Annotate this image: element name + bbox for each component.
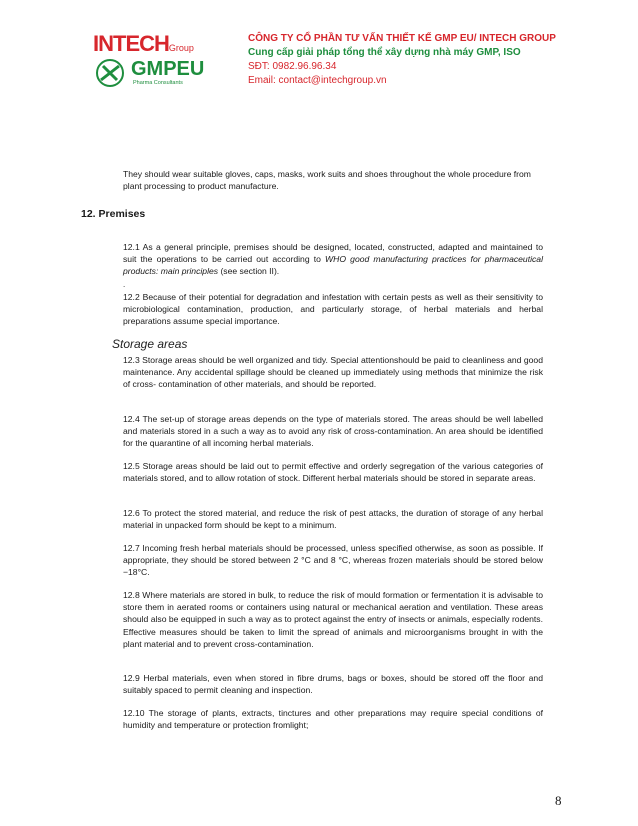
paragraph-12-3: 12.3 Storage areas should be well organized and tidy. Special attentionshould be paid to cleanliness and good maintenance. Any accidental spillage should be cleaned up immediately using methods that minimize the risk of cross- contamination of other materials, and should be reported.	[123, 355, 543, 390]
gmpeu-logo	[93, 58, 205, 88]
intech-logo	[93, 31, 194, 57]
intech-logo-text: INTECH	[93, 31, 169, 56]
company-info	[248, 32, 556, 88]
intech-logo-group: Group	[168, 43, 194, 53]
paragraph-12-9: 12.9 Herbal materials, even when stored in fibre drums, bags or boxes, should be stored off the floor and suitably spaced to permit cleaning and inspection.	[123, 673, 543, 696]
paragraph-12-1-end: (see section II).	[218, 266, 280, 277]
gmpeu-leaf-icon	[93, 58, 127, 88]
page-header	[0, 0, 638, 110]
storage-areas-heading: Storage areas	[112, 337, 188, 351]
gmpeu-logo-subtitle: Pharma Consultants	[133, 80, 183, 86]
paragraph-12-10: 12.10 The storage of plants, extracts, tinctures and other preparations may require special conditions of humidity and temperature or protection fromlight;	[123, 708, 543, 731]
paragraph-12-4: 12.4 The set-up of storage areas depends on the type of materials stored. The areas should be well labelled and materials stored in a such a way as to avoid any risk of cross-contamination. An area should be identified for the quarantine of all incoming herbal materials.	[123, 414, 543, 449]
paragraph-12-8: 12.8 Where materials are stored in bulk, to reduce the risk of mould formation or fermentation it is advisable to store them in aerated rooms or containers using natural or mechanical aeration and ventilation. These areas should also be equipped in such a way as to protect against the entry of insects or animals, especially rodents. Effective measures should be taken to limit the spread of animals and microorganisms brought in with the plant material and to prevent cross-contamination.	[123, 590, 543, 649]
paragraph-12-5: 12.5 Storage areas should be laid out to permit effective and orderly segregation of the various categories of materials stored, and to allow rotation of stock. Different herbal materials should be stored in separate areas.	[123, 461, 543, 484]
company-phone: SĐT: 0982.96.96.34	[248, 61, 337, 72]
company-email: Email: contact@intechgroup.vn	[248, 75, 387, 86]
page-number: 8	[555, 793, 562, 808]
section-heading: 12. Premises	[81, 208, 146, 220]
stray-dot: .	[123, 280, 126, 289]
paragraph-12-1-italic: WHO good manufacturing practices for pharmaceutical products: main principles	[123, 254, 543, 277]
company-tagline: Cung cấp giải pháp tổng thể xây dựng nhà máy GMP, ISO	[248, 47, 521, 58]
intro-paragraph: They should wear suitable gloves, caps, masks, work suits and shoes throughout the whole procedure from plant processing to product manufacture.	[123, 169, 531, 192]
company-name: CÔNG TY CỔ PHẦN TƯ VẤN THIẾT KẾ GMP EU/ INTECH GROUP	[248, 33, 556, 44]
paragraph-12-1-text: 12.1 As a general principle, premises should be designed, located, constructed, adapted and maintained to suit the operations to be carried out according to	[123, 242, 543, 265]
paragraph-12-7: 12.7 Incoming fresh herbal materials should be processed, unless specified otherwise, as soon as possible. If appropriate, they should be stored between 2 °C and 8 °C, whereas frozen materials should be stored below −18°C.	[123, 543, 543, 578]
paragraph-12-1	[123, 241, 543, 278]
paragraph-12-2: 12.2 Because of their potential for degradation and infestation with certain pests as well as their sensitivity to microbiological contamination, production, and particularly storage, of herbal materials and herbal preparations assume special importance.	[123, 292, 543, 327]
paragraph-12-6: 12.6 To protect the stored material, and reduce the risk of pest attacks, the duration of storage of any herbal material in unpacked form should be kept to a minimum.	[123, 508, 543, 531]
gmpeu-logo-text: GMPEU	[131, 58, 205, 80]
